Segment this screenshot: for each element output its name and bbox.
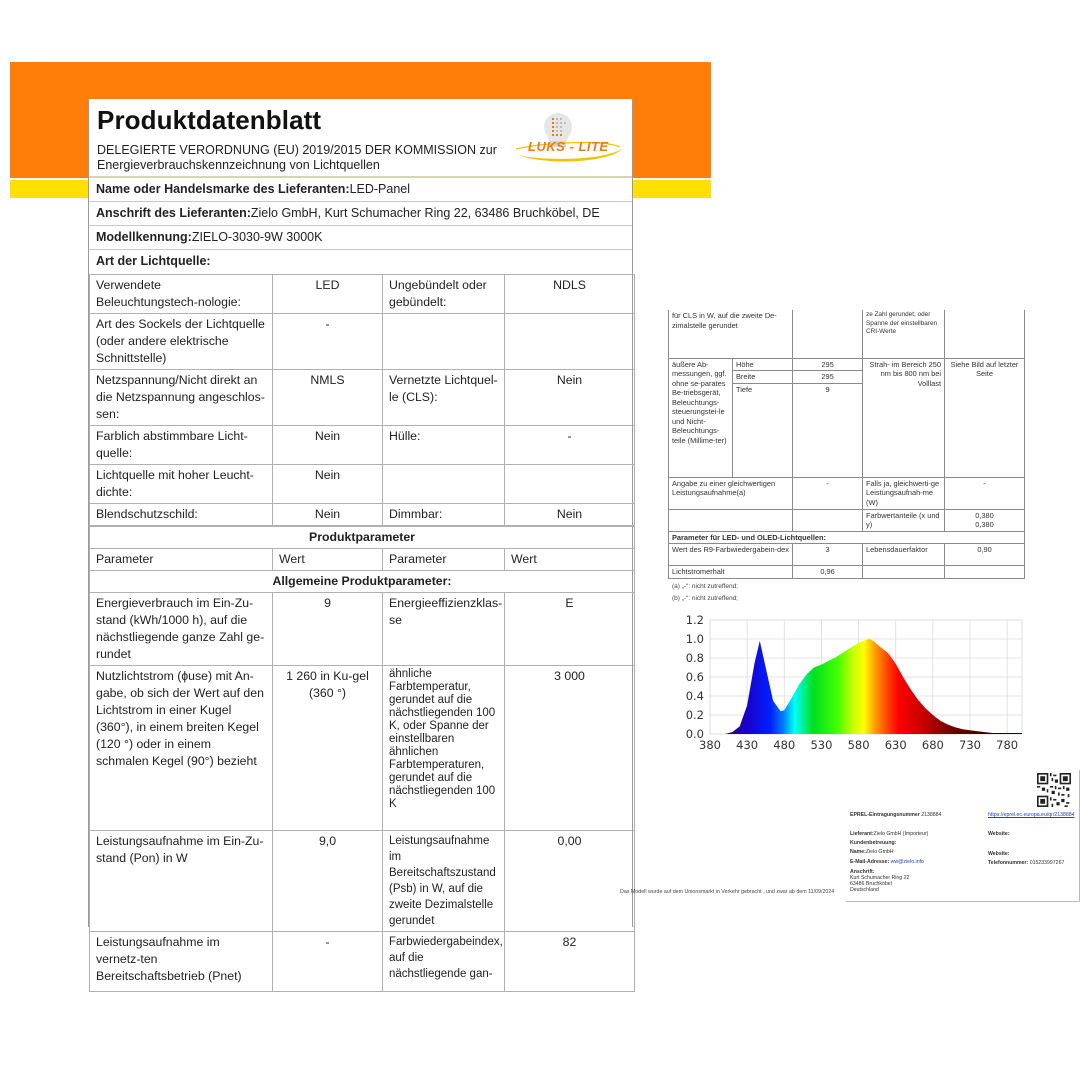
param-label: Angabe zu einer gleichwertigen Leistungsaufnahme(a): [669, 477, 793, 509]
section-heading-row: [90, 571, 635, 593]
dimension-name: Höhe: [733, 358, 793, 371]
param-label: Lebensdauerfaktor: [863, 544, 945, 566]
param-value: 3 000: [505, 666, 635, 831]
contact-name-label: Name:: [850, 849, 866, 855]
param-label: [383, 314, 505, 370]
param-label: für CLS in W, auf die zweite De-zimalstelle gerundet: [669, 310, 793, 358]
column-header: Wert: [505, 549, 635, 571]
param-value: -: [793, 477, 863, 509]
dimension-name: Breite: [733, 371, 793, 384]
supplier-address-value: Zielo GmbH, Kurt Schumacher Ring 22, 63486 Bruchköbel, DE: [250, 206, 600, 220]
website-label: Website:: [988, 851, 1010, 857]
footnote-b: (b) „-“: nicht zutreffend;: [672, 594, 738, 602]
param-value: 9: [273, 593, 383, 666]
svg-text:0.8: 0.8: [685, 651, 704, 665]
param-label: Farblich abstimmbare Licht-quelle:: [90, 426, 273, 465]
table-row: [90, 465, 635, 504]
model-id-value: ZIELO-3030-9W 3000K: [191, 230, 323, 244]
subtitle-line-2: Energieverbrauchskennzeichnung von Lichtquellen: [97, 158, 380, 172]
table-row: [669, 358, 1025, 371]
bulb-logo-icon: [512, 109, 624, 167]
supplier-name-label: Name oder Handelsmarke des Lieferanten:: [96, 182, 350, 196]
luks-lite-logo: [512, 109, 624, 167]
table-row: [90, 666, 635, 831]
table-row: [669, 310, 1025, 358]
svg-text:730: 730: [959, 738, 981, 752]
table-row: [90, 370, 635, 426]
param-value: Nein: [273, 504, 383, 526]
svg-text:530: 530: [810, 738, 833, 752]
param-value: 9,0: [273, 831, 383, 932]
param-value: E: [505, 593, 635, 666]
param-value: 3: [793, 544, 863, 566]
table-row: [90, 314, 635, 370]
svg-text:630: 630: [884, 738, 907, 752]
eprel-reg-label: EPREL-Eintragungsnummer: [850, 812, 920, 818]
param-label: Leistungsaufnahme im vernetz-ten Bereitschaftsbetrieb (Pnet): [90, 932, 273, 992]
param-label: Farbwertanteile (x und y): [863, 509, 945, 531]
supplier-name-value: LED-Panel: [349, 182, 411, 196]
param-label: Ungebündelt oder gebündelt:: [383, 275, 505, 314]
qr-code-icon[interactable]: [1037, 773, 1071, 807]
param-value: NMLS: [273, 370, 383, 426]
address-line: 63486 Bruchköbel: [850, 881, 892, 887]
chroma-values: [945, 509, 1025, 531]
supplier-value: Zielo GmbH (Importeur): [873, 831, 929, 837]
svg-text:1.0: 1.0: [685, 632, 704, 646]
param-label: ze Zahl gerundet, oder Spanne der einstellbaren CRI-Werte: [863, 310, 945, 358]
svg-text:430: 430: [736, 738, 759, 752]
logo-text: LUKS - LITE: [528, 139, 609, 154]
param-label: Wert des R9-Farbwiedergabein-dex: [669, 544, 793, 566]
svg-text:680: 680: [921, 738, 944, 752]
param-value: Nein: [505, 370, 635, 426]
param-label: Lichtstromerhalt: [669, 566, 793, 579]
param-value: 0,00: [505, 831, 635, 932]
dimension-value: 295: [793, 358, 863, 371]
market-placement-note: Das Modell wurde auf dem Unionsmarkt in Verkehr gebracht , und zwar ab dem 11/09/2024: [620, 889, 835, 895]
website-label: Website:: [988, 831, 1010, 837]
column-header: Parameter: [90, 549, 273, 571]
param-label: Energieverbrauch im Ein-Zu-stand (kWh/1000 h), auf die nächstliegende ganze Zahl ge-rundet: [90, 593, 273, 666]
svg-text:780: 780: [996, 738, 1019, 752]
param-value: 82: [505, 932, 635, 992]
supplier-address-row: [89, 202, 632, 226]
section-heading-row: [90, 527, 635, 549]
param-label: [863, 566, 945, 579]
email-label: E-Mail-Adresse:: [850, 859, 890, 865]
supplier-label: Lieferant:: [850, 831, 874, 837]
param-value: LED: [273, 275, 383, 314]
param-value: Nein: [273, 426, 383, 465]
param-value: [945, 310, 1025, 358]
param-value: [793, 509, 863, 531]
dimension-name: Tiefe: [733, 383, 793, 477]
table-row: [669, 566, 1025, 579]
table-row: [90, 504, 635, 526]
param-label: Hülle:: [383, 426, 505, 465]
x-axis-ticks: [699, 738, 1018, 752]
param-value: -: [505, 426, 635, 465]
dimensions-label: äußere Ab-messungen, ggf. ohne se-parates Be-triebsgerät, Beleuchtungs-steuerungstei-le und Nicht-Beleuchtungs-teile (Millime-ter): [669, 358, 733, 477]
table-row: [669, 477, 1025, 509]
eprel-link[interactable]: https://eprel.ec.europa.eu/qr/2138884: [988, 812, 1075, 818]
light-source-table: [89, 274, 635, 526]
y-axis-ticks: [686, 613, 704, 741]
param-label: Leistungsaufnahme im Bereitschaftszustand (Psb) in W, auf die zweite Dezimalstelle gerundet: [383, 831, 505, 932]
param-label: Farbwiedergabeindex, auf die nächstliegende gan-: [383, 932, 505, 992]
param-label: [669, 509, 793, 531]
table-row: [90, 426, 635, 465]
table-row: [90, 932, 635, 992]
phone-label: Telefonnummer:: [988, 860, 1029, 866]
param-label: ähnliche Farbtemperatur, gerundet auf die nächstliegenden 100 K, oder Spanne der einstellbaren ähnlichen Farbtemperaturen, gerundet auf die nächstliegenden 100 K: [383, 666, 505, 831]
param-label: Art des Sockels der Lichtquelle (oder andere elektrische Schnittstelle): [90, 314, 273, 370]
model-id-row: [89, 226, 632, 250]
param-value: -: [945, 477, 1025, 509]
svg-text:380: 380: [699, 738, 721, 752]
param-value: 1 260 in Ku-gel (360 °): [273, 666, 383, 831]
svg-text:0.0: 0.0: [685, 727, 704, 741]
subtitle-line-1: DELEGIERTE VERORDNUNG (EU) 2019/2015 DER KOMMISSION zur: [97, 143, 497, 157]
footnotes: [668, 581, 1024, 605]
svg-text:580: 580: [847, 738, 870, 752]
param-value: [505, 314, 635, 370]
param-value: Nein: [273, 465, 383, 504]
address-line: Kurt Schumacher Ring 22: [850, 875, 910, 881]
table-row: [90, 275, 635, 314]
continuation-table: [668, 310, 1025, 579]
chroma-x: 0,380: [975, 510, 994, 520]
param-value: NDLS: [505, 275, 635, 314]
eprel-info-card: [846, 770, 1080, 902]
param-label: Verwendete Beleuchtungstech-nologie:: [90, 275, 273, 314]
chroma-y: 0,380: [975, 520, 994, 529]
product-datasheet: [88, 99, 633, 983]
phone-value: 015233997267: [1029, 860, 1065, 866]
column-header: Wert: [273, 549, 383, 571]
section-title: Parameter für LED- und OLED-Lichtquellen:: [669, 531, 1025, 544]
svg-text:0.4: 0.4: [685, 689, 704, 703]
param-label: Netzspannung/Nicht direkt an die Netzspannung angeschlos-sen:: [90, 370, 273, 426]
section-heading-row: [669, 531, 1025, 544]
param-label: Dimmbar:: [383, 504, 505, 526]
param-label: Lichtquelle mit hoher Leucht-dichte:: [90, 465, 273, 504]
param-value: [505, 465, 635, 504]
contact-name-value: Zielo GmbH: [865, 849, 894, 855]
svg-text:1.2: 1.2: [685, 613, 704, 627]
supplier-address-label: Anschrift des Lieferanten:: [96, 206, 251, 220]
section-title: Produktparameter: [90, 527, 635, 549]
param-value: Nein: [505, 504, 635, 526]
svg-text:480: 480: [773, 738, 796, 752]
address-label: Anschrift:: [850, 869, 875, 875]
param-value: [945, 566, 1025, 579]
param-label: Leistungsaufnahme im Ein-Zu-stand (Pon) in W: [90, 831, 273, 932]
param-label: Nutzlichtstrom (ɸuse) mit An-gabe, ob sich der Wert auf den Lichtstrom in einer Kugel (360°), in einem breiten Kegel (120 °) oder in einem schmalen Kegel (90°) bezieht: [90, 666, 273, 831]
param-label: Blendschutzschild:: [90, 504, 273, 526]
table-row: [90, 593, 635, 666]
svg-text:0.6: 0.6: [685, 670, 704, 684]
param-value: -: [273, 314, 383, 370]
table-row: [90, 831, 635, 932]
eprel-reg-value: 2138884: [921, 812, 942, 818]
table-row: [669, 544, 1025, 566]
light-source-type-heading: [89, 250, 632, 274]
column-header: Parameter: [383, 549, 505, 571]
footnote-a: (a) „-“: nicht zutreffend;: [672, 582, 738, 590]
table-row: [669, 509, 1025, 531]
customer-support-label: Kundenbetreuung:: [850, 840, 897, 846]
product-parameters-table: [89, 526, 635, 992]
spectrum-value: Siehe Bild auf letzter Seite: [945, 358, 1025, 477]
datasheet-header: [89, 99, 632, 178]
dimension-value: 295: [793, 371, 863, 384]
param-value: 0,90: [945, 544, 1025, 566]
param-label: Falls ja, gleichwerti-ge Leistungsaufnah-me (W): [863, 477, 945, 509]
spectral-distribution-chart: [672, 610, 1024, 755]
model-id-label: Modellkennung:: [96, 230, 192, 244]
param-value: 0,96: [793, 566, 863, 579]
param-label: Energieeffizienzklas-se: [383, 593, 505, 666]
param-value: -: [273, 932, 383, 992]
column-header-row: [90, 549, 635, 571]
section-title: Allgemeine Produktparameter:: [90, 571, 635, 593]
param-label: [383, 465, 505, 504]
email-link[interactable]: ww@zielo.info: [890, 859, 924, 865]
dimension-value: 9: [793, 383, 863, 477]
param-label: Vernetzte Lichtquel-le (CLS):: [383, 370, 505, 426]
svg-text:0.2: 0.2: [685, 708, 704, 722]
address-line: Deutschland: [850, 887, 879, 893]
page-title: Produktdatenblatt: [97, 105, 322, 135]
spectrum-label: Strah- im Bereich 250 nm bis 800 nm bei Volllast: [863, 358, 945, 477]
supplier-name-row: [89, 178, 632, 202]
spectrum-plot: [672, 610, 1024, 755]
datasheet-continuation: [668, 310, 1024, 605]
param-value: [793, 310, 863, 358]
light-source-type-label: Art der Lichtquelle:: [96, 254, 211, 268]
